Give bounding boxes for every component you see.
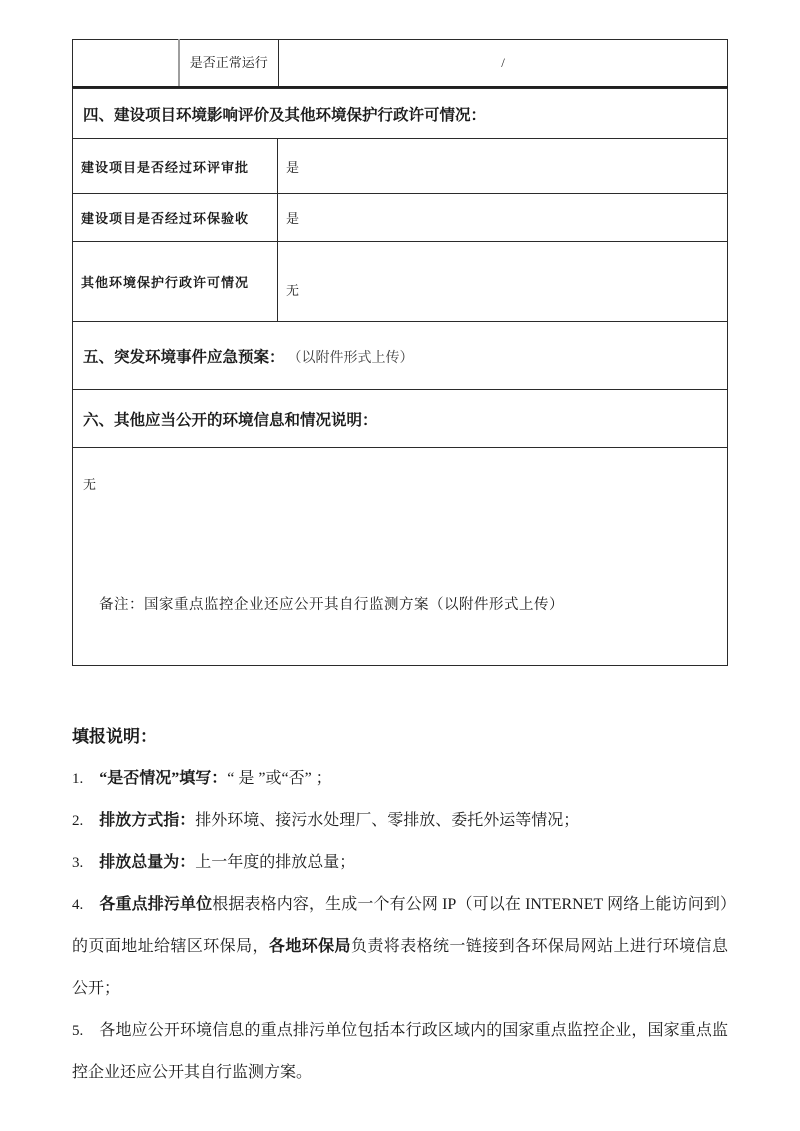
empty-merged-cell: [73, 40, 179, 88]
main-table: [72, 88, 728, 666]
item-bold-text: 排放方式指：: [99, 812, 196, 829]
item-text: 排外环境、接污水处理厂、零排放、委托外运等情况；: [195, 812, 580, 829]
item-bold-text: 各重点排污单位: [99, 896, 213, 913]
item-number: 1.: [72, 771, 84, 787]
row-label: 建设项目是否经过环评审批: [73, 139, 278, 194]
item-number: 3.: [72, 855, 84, 871]
filling-instructions: [72, 716, 728, 1094]
item-bold-text: 排放总量为：: [99, 854, 196, 871]
section5-title: 五、突发环境事件应急预案：: [83, 348, 285, 366]
row-label: 其他环境保护行政许可情况: [73, 242, 278, 322]
item-bold-text: 各地环保局: [268, 938, 351, 955]
section6-content-cell: [73, 448, 728, 666]
item-text: 各地应公开环境信息的重点排污单位包括本行政区域内的国家重点监控企业，国家重点监控企业还应公开其自行监测方案。: [72, 1022, 728, 1081]
instruction-item-1: [72, 758, 728, 800]
instructions-title: 填报说明：: [72, 727, 157, 746]
row-eia-approval: [73, 139, 728, 194]
row-value: 无: [278, 242, 728, 322]
item-number: 2.: [72, 813, 84, 829]
section4-header-row: [73, 89, 728, 139]
section5-header: [73, 322, 728, 390]
section6-remark: 备注：国家重点监控企业还应公开其自行监测方案（以附件形式上传）: [99, 597, 564, 613]
item-number: 4.: [72, 897, 84, 913]
normal-operation-label: 是否正常运行: [179, 40, 279, 88]
table-row: [73, 40, 728, 88]
instruction-item-5: [72, 1010, 728, 1094]
item-number: 5.: [72, 1023, 84, 1039]
section6-title: 六、其他应当公开的环境信息和情况说明：: [73, 390, 728, 448]
instruction-item-2: [72, 800, 728, 842]
section5-header-row: [73, 322, 728, 390]
item-text: “ 是 ”或“否” ；: [227, 770, 332, 787]
continuation-table: [72, 39, 728, 88]
section4-title: 四、建设项目环境影响评价及其他环境保护行政许可情况：: [73, 89, 728, 139]
item-text: 上一年度的排放总量；: [195, 854, 356, 871]
row-other-permits: [73, 242, 728, 322]
instruction-item-3: [72, 842, 728, 884]
row-label: 建设项目是否经过环保验收: [73, 194, 278, 242]
attachment-note: （以附件形式上传）: [294, 350, 414, 366]
section6-header-row: [73, 390, 728, 448]
row-value: 是: [278, 194, 728, 242]
section6-content-row: [73, 448, 728, 666]
row-value: 是: [278, 139, 728, 194]
item-bold-text: “是否情况”填写：: [99, 770, 228, 787]
section6-content: 无: [83, 477, 97, 492]
item-text: 根据表格内容，生成一个有公网 IP（可以在 INTERNET 网络上能访问到）的页面地址给辖区环保局，: [72, 896, 728, 955]
normal-operation-value: /: [279, 40, 728, 88]
form-body: [72, 39, 728, 1094]
instruction-item-4: [72, 884, 728, 1010]
row-ep-acceptance: [73, 194, 728, 242]
item-text: 负责将表格统一链接到各环保局网站上进行环境信息公开；: [72, 938, 728, 997]
